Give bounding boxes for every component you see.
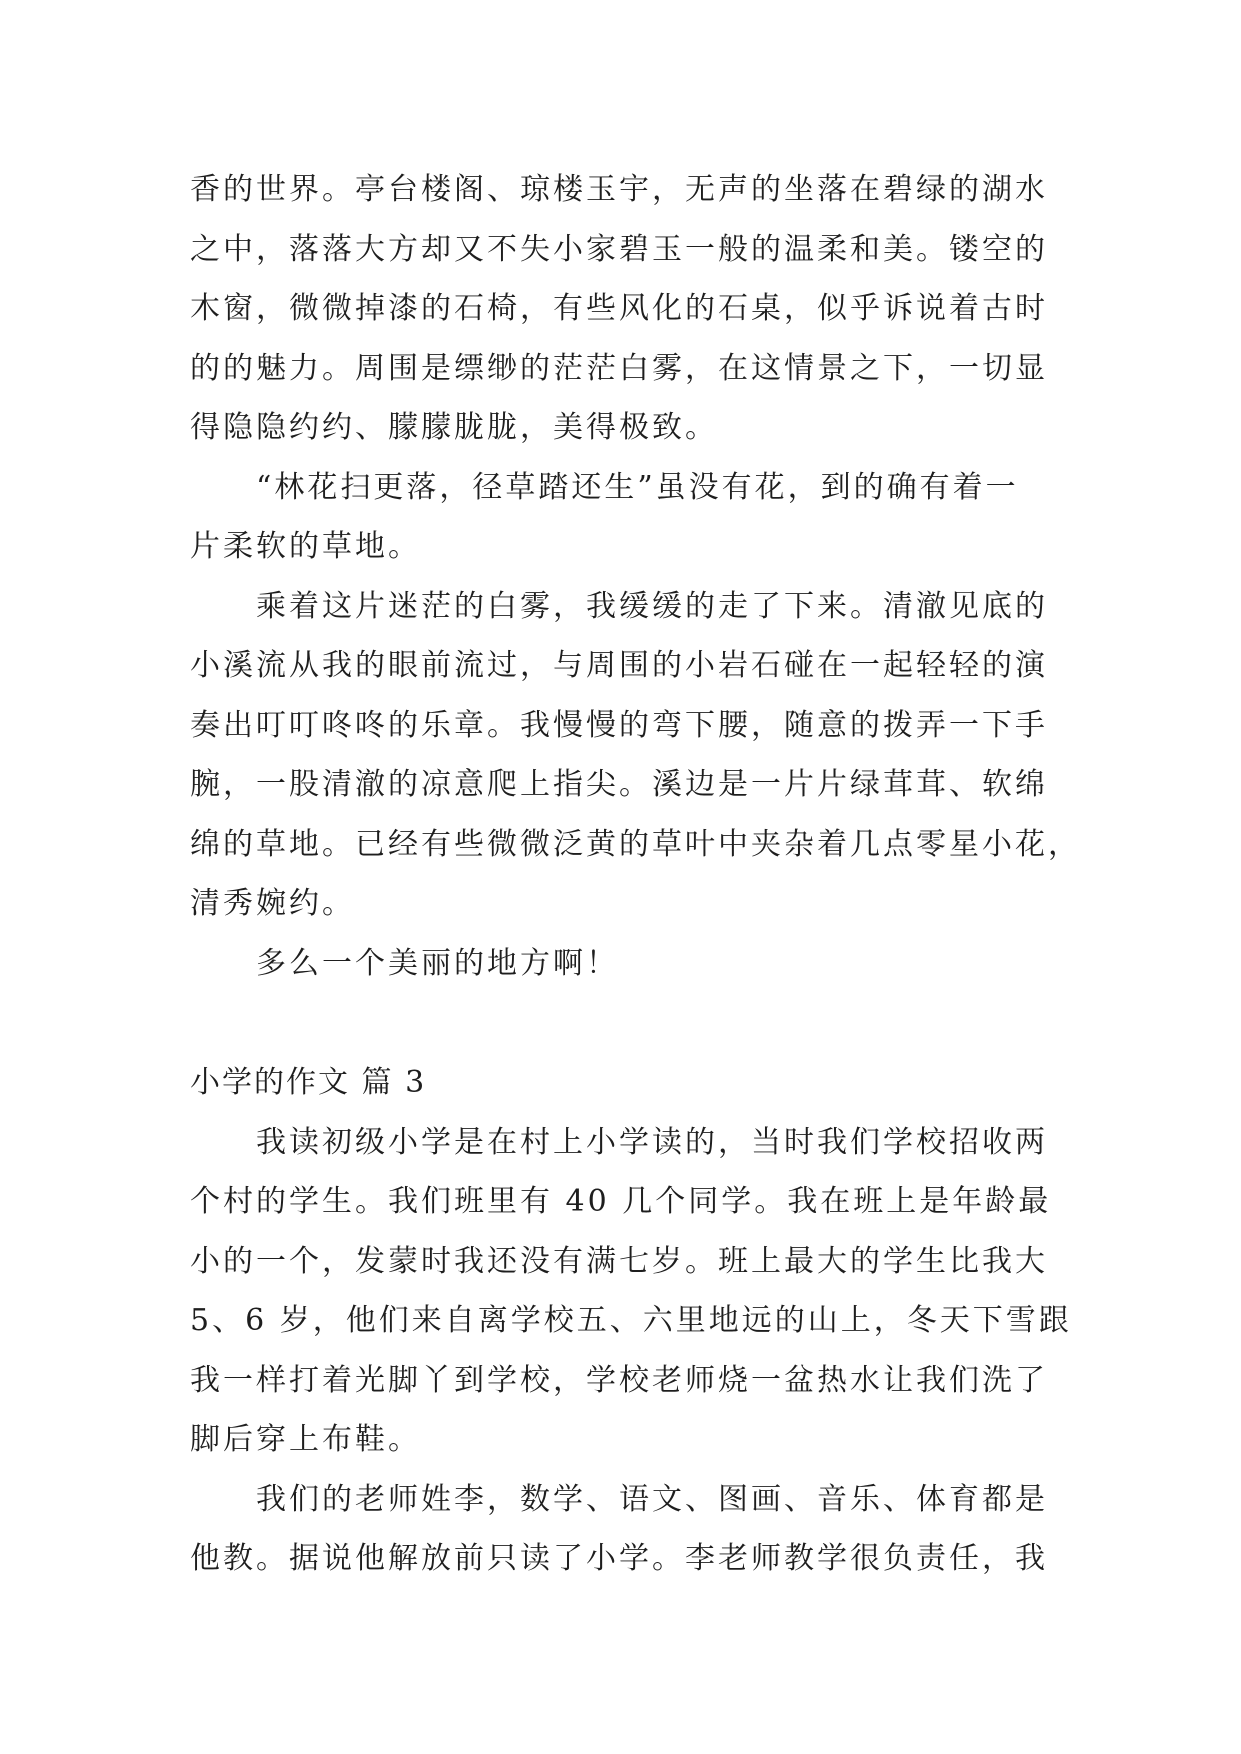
text-line: 我一样打着光脚丫到学校，学校老师烧一盆热水让我们洗了	[190, 1362, 1048, 1398]
document-body	[190, 160, 1081, 1589]
text-line: 得隐隐约约、朦朦胧胧，美得极致。	[190, 410, 718, 445]
text-line: 我们的老师姓李，数学、语文、图画、音乐、体育都是	[256, 1481, 1048, 1517]
text-line: 我读初级小学是在村上小学读的，当时我们学校招收两	[256, 1124, 1048, 1160]
text-line: 乘着这片迷茫的白雾，我缓缓的走了下来。清澈见底的	[256, 588, 1048, 624]
text-line: 香的世界。亭台楼阁、琼楼玉宇，无声的坐落在碧绿的湖水	[190, 172, 1048, 207]
text-line: 清秀婉约。	[190, 886, 355, 921]
text-line: 腕，一股清澈的凉意爬上指尖。溪边是一片片绿茸茸、软绵	[190, 767, 1048, 802]
text-line: 之中，落落大方却又不失小家碧玉一般的温柔和美。镂空的	[190, 231, 1048, 267]
text-line: 奏出叮叮咚咚的乐章。我慢慢的弯下腰，随意的拨弄一下手	[190, 707, 1048, 743]
text-line: 绵的草地。已经有些微微泛黄的草叶中夹杂着几点零星小花，	[190, 826, 1081, 862]
text-line: 脚后穿上布鞋。	[190, 1422, 421, 1457]
section-heading: 小学的作文 篇 3	[190, 1065, 427, 1100]
text-line: 多么一个美丽的地方啊！	[256, 945, 619, 981]
text-line: 小的一个，发蒙时我还没有满七岁。班上最大的学生比我大	[190, 1243, 1048, 1279]
text-line: 小溪流从我的眼前流过，与周围的小岩石碰在一起轻轻的演	[190, 648, 1048, 683]
text-line: 他教。据说他解放前只读了小学。李老师教学很负责任，我	[190, 1541, 1048, 1576]
text-line: 个村的学生。我们班里有 40 几个同学。我在班上是年龄最	[190, 1184, 1052, 1219]
section-gap	[190, 993, 1070, 1053]
text-line: 的的魅力。周围是缥缈的茫茫白雾，在这情景之下，一切显	[190, 350, 1048, 386]
text-line: 片柔软的草地。	[190, 529, 421, 564]
text-line: 5、6 岁，他们来自离学校五、六里地远的山上，冬天下雪跟	[190, 1303, 1072, 1338]
text-line: “林花扫更落，径草踏还生”虽没有花，到的确有着一	[256, 469, 1019, 505]
text-line: 木窗，微微掉漆的石椅，有些风化的石桌，似乎诉说着古时	[190, 291, 1048, 326]
